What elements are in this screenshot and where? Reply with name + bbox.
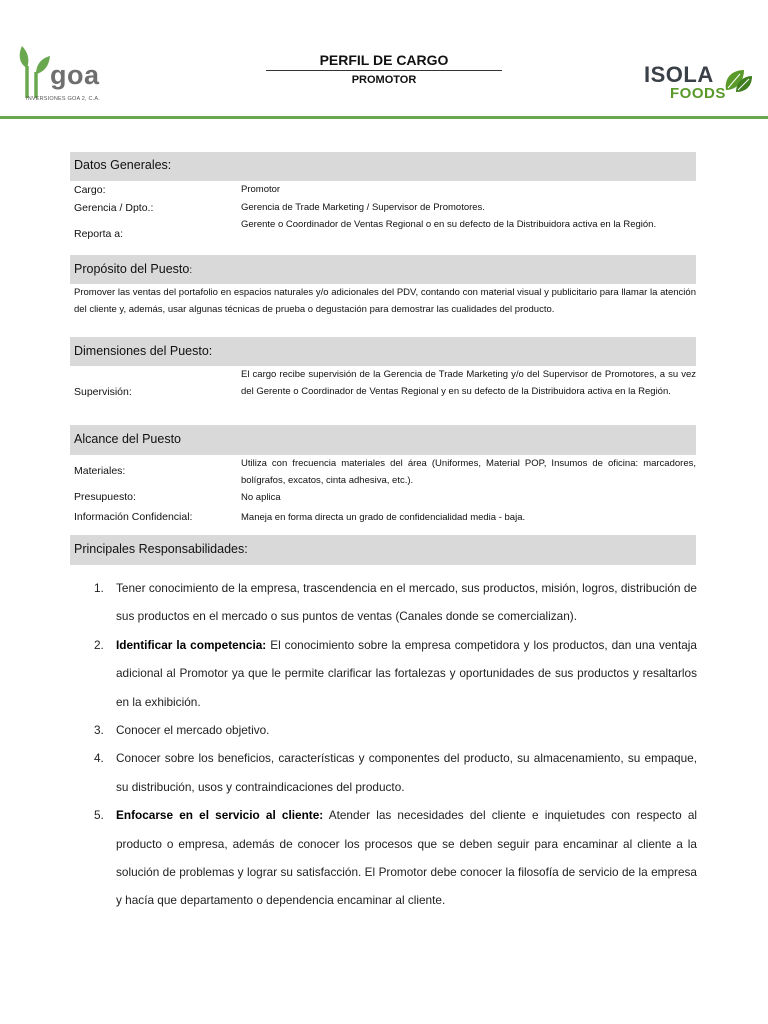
list-item [94, 631, 697, 716]
value-supervision: El cargo recibe supervisión de la Gerencia de Trade Marketing y/o del Supervisor de Promotores, a su vez del Gerente o Coordinador de Ventas Regional y en su defecto de la Distribuidora activa en la Región. [241, 369, 696, 397]
section-alcance [70, 425, 696, 455]
list-lead: Identificar la competencia: [116, 637, 267, 652]
section-dimensiones [70, 337, 696, 366]
list-number: 1. [94, 581, 104, 595]
section-responsabilidades [70, 535, 696, 565]
value-cargo: Promotor [241, 184, 281, 195]
responsibilities-list [94, 574, 697, 915]
label-cargo: Cargo: [74, 184, 106, 196]
list-lead: Enfocarse en el servicio al cliente: [116, 808, 324, 823]
section-heading: Dimensiones del Puesto: [74, 344, 213, 358]
section-datos-generales [70, 152, 696, 181]
proposito-heading-suffix: : [189, 265, 193, 276]
list-text: Conocer sobre los beneficios, características y componentes del producto, su almacenamiento, su empaque, su distribución, usos y contraindicaciones del producto. [116, 751, 697, 794]
section-heading: Principales Responsabilidades: [74, 542, 248, 556]
value-presupuesto: No aplica [241, 492, 281, 503]
goa-logo-subtitle: INVERSIONES GOA 2, C.A. [26, 96, 100, 102]
value-reporta: Gerente o Coordinador de Ventas Regional o en su defecto de la Distribuidora activa en la Región. [241, 219, 657, 230]
value-gerencia: Gerencia de Trade Marketing / Supervisor de Promotores. [241, 202, 485, 213]
section-heading [74, 262, 192, 276]
list-number: 2. [94, 637, 104, 652]
list-number: 4. [94, 751, 104, 766]
label-materiales: Materiales: [74, 465, 126, 477]
value-informacion-confidencial: Maneja en forma directa un grado de confidencialidad media - baja. [241, 512, 526, 523]
proposito-text: Promover las ventas del portafolio en espacios naturales y/o adicionales del PDV, contando con material visual y publicitario para llamar la atención del cliente y, además, usar algunas técnicas de prueba o degustación para demostrar las cualidades del producto. [74, 287, 696, 315]
list-text: Conocer el mercado objetivo. [116, 723, 270, 738]
document-subtitle: PROMOTOR [351, 74, 417, 86]
sprout-icon [18, 42, 52, 100]
section-heading: Datos Generales: [74, 158, 172, 172]
list-number: 5. [94, 808, 104, 823]
isola-foods-logo [644, 62, 754, 106]
list-item [94, 801, 697, 915]
leaf-icon [722, 66, 754, 94]
value-materiales: Utiliza con frecuencia materiales del área (Uniformes, Material POP, Insumos de oficina: marcadores, bolígrafos, excatos, cinta adhesiva, etc.). [241, 458, 696, 486]
list-item [94, 574, 697, 631]
list-item [94, 744, 697, 801]
document-title: PERFIL DE CARGO [266, 52, 502, 71]
section-proposito [70, 255, 696, 284]
label-informacion-confidencial: Información Confidencial: [74, 511, 193, 523]
foods-logo-text: FOODS [670, 85, 726, 102]
proposito-heading-text: Propósito del Puesto [74, 262, 190, 276]
header-divider [0, 116, 768, 119]
label-reporta: Reporta a: [74, 228, 124, 240]
list-item [94, 716, 697, 744]
isola-logo-text: ISOLA [644, 62, 714, 87]
label-presupuesto: Presupuesto: [74, 491, 136, 503]
list-text: Atender las necesidades del cliente e inquietudes con respecto al producto o empresa, además de conocer los procesos que se deben seguir para encaminar al cliente a la solución de problemas y lograr su satisfacción. El Promotor debe conocer la filosofía de servicio de la empresa y hacía que departamento o dependencia encaminar al cliente. [116, 808, 697, 908]
list-text: El conocimiento sobre la empresa competidora y los productos, dan una ventaja adicional al Promotor ya que le permite clarificar las fortalezas y oportunidades de sus productos y resaltarlos en la exhibición. [116, 637, 697, 709]
section-heading: Alcance del Puesto [74, 432, 182, 446]
title-block [266, 52, 502, 86]
list-text: Tener conocimiento de la empresa, trascendencia en el mercado, sus productos, misión, logros, distribución de sus productos en el mercado o sus puntos de ventas (Canales donde se comercializan). [116, 581, 697, 624]
label-gerencia: Gerencia / Dpto.: [74, 202, 154, 214]
list-number: 3. [94, 723, 104, 738]
goa-logo-text: goa [50, 60, 100, 90]
label-supervision: Supervisión: [74, 386, 132, 398]
document-header [0, 0, 768, 122]
